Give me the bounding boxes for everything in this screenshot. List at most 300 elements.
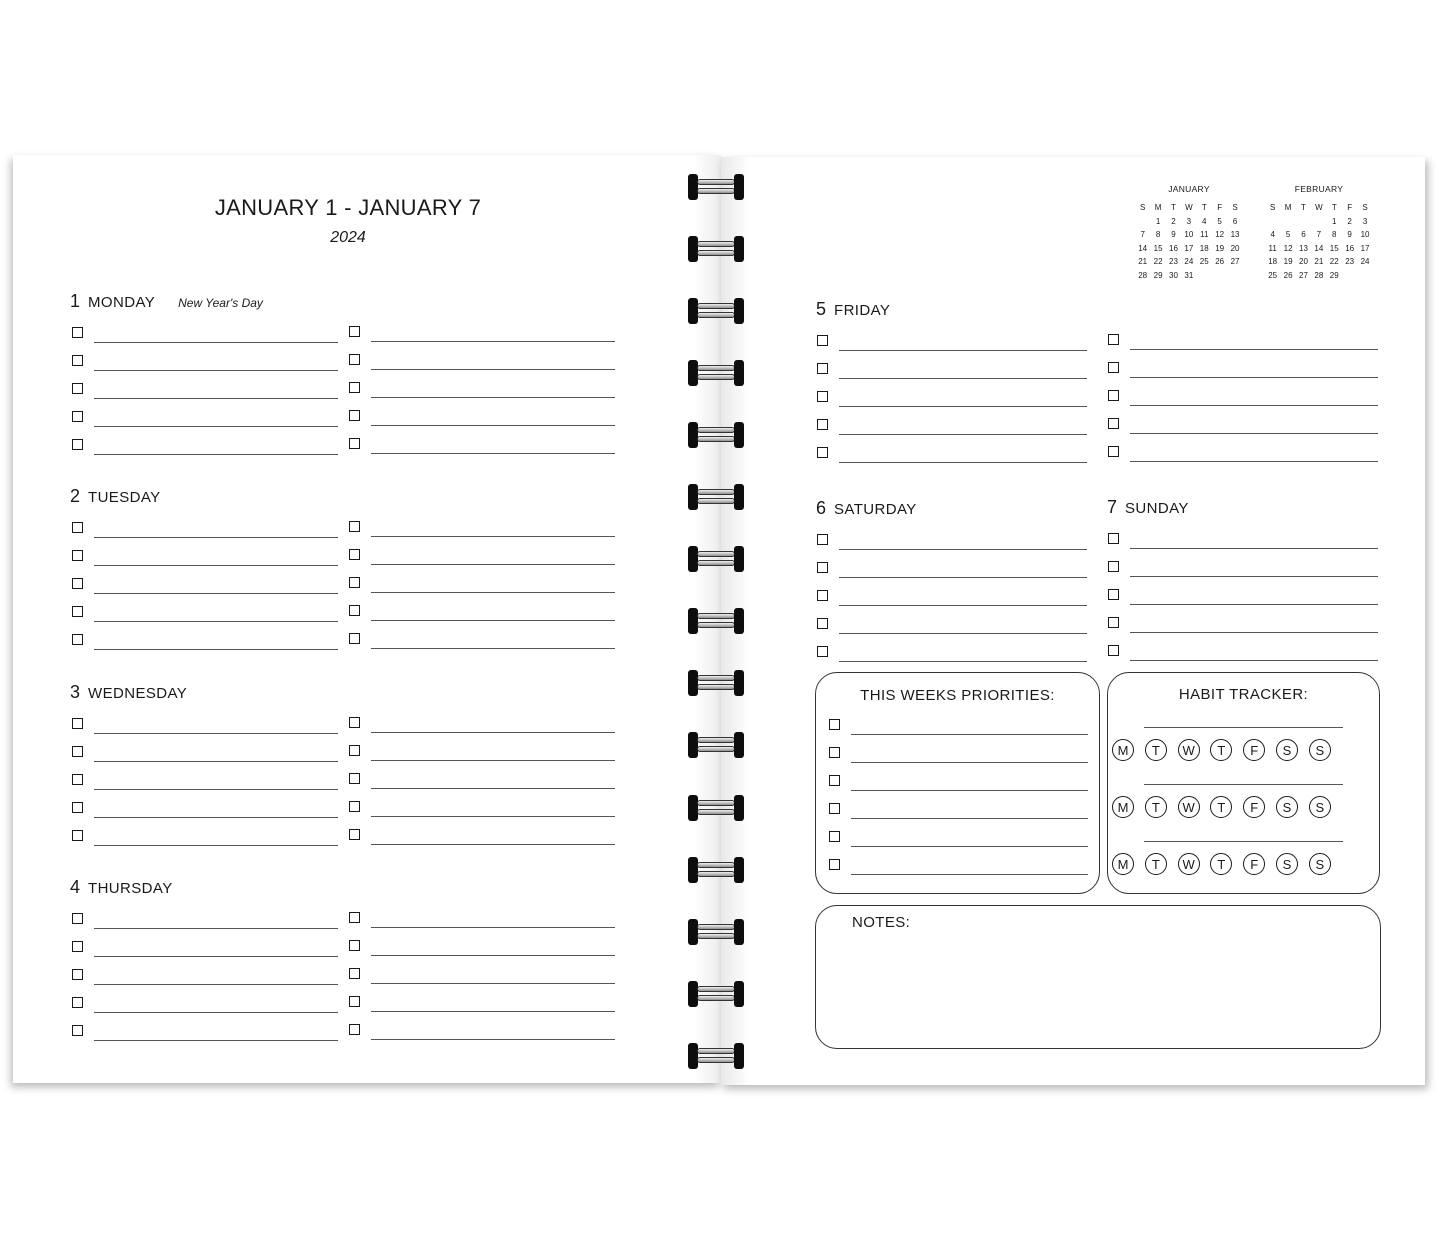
task-writing-line[interactable] bbox=[1130, 604, 1378, 605]
task-writing-line[interactable] bbox=[839, 406, 1087, 407]
task-writing-line[interactable] bbox=[94, 733, 338, 734]
mini-date-cell: 5 bbox=[1217, 216, 1222, 226]
task-writing-line[interactable] bbox=[94, 426, 338, 427]
task-checkbox[interactable] bbox=[829, 803, 840, 814]
task-writing-line[interactable] bbox=[851, 818, 1088, 819]
mini-date-cell: 16 bbox=[1345, 243, 1355, 253]
task-row bbox=[829, 764, 1088, 792]
day-header bbox=[816, 498, 917, 519]
mini-date-cell: 18 bbox=[1268, 257, 1278, 266]
task-writing-line[interactable] bbox=[1130, 548, 1378, 549]
task-checkbox[interactable] bbox=[829, 719, 840, 730]
task-checkbox[interactable] bbox=[817, 646, 828, 657]
task-writing-line[interactable] bbox=[1130, 405, 1378, 406]
habit-day-circle[interactable]: F bbox=[1243, 853, 1265, 875]
task-row bbox=[72, 511, 338, 539]
task-writing-line[interactable] bbox=[371, 788, 615, 789]
habit-day-circle[interactable]: T bbox=[1145, 853, 1167, 875]
task-writing-line[interactable] bbox=[1130, 632, 1378, 633]
habit-day-circle[interactable]: F bbox=[1243, 796, 1265, 818]
task-writing-line[interactable] bbox=[94, 621, 338, 622]
mini-calendar-grid bbox=[1135, 203, 1243, 281]
task-row bbox=[1108, 606, 1378, 634]
task-checkbox[interactable] bbox=[349, 354, 360, 365]
task-checkbox[interactable] bbox=[72, 355, 83, 366]
task-row bbox=[72, 958, 338, 986]
task-row bbox=[72, 567, 338, 595]
task-column bbox=[829, 708, 1088, 876]
task-checkbox[interactable] bbox=[1108, 533, 1119, 544]
task-checkbox[interactable] bbox=[349, 577, 360, 588]
mini-date-cell: 26 bbox=[1215, 257, 1225, 266]
task-checkbox[interactable] bbox=[349, 996, 360, 1007]
mini-date-cell: 14 bbox=[1138, 243, 1148, 253]
task-writing-line[interactable] bbox=[371, 369, 615, 370]
spiral-coil bbox=[688, 236, 744, 262]
mini-weekday-label: M bbox=[1154, 203, 1162, 212]
mini-date-cell: 22 bbox=[1153, 257, 1163, 266]
habit-day-circle[interactable]: S bbox=[1276, 853, 1298, 875]
task-writing-line[interactable] bbox=[371, 1011, 615, 1012]
spiral-coil bbox=[688, 298, 744, 324]
spiral-coil bbox=[688, 670, 744, 696]
coil-wire bbox=[697, 427, 735, 433]
coil-wire bbox=[697, 809, 735, 815]
task-row bbox=[349, 929, 615, 957]
task-writing-line[interactable] bbox=[94, 761, 338, 762]
task-writing-line[interactable] bbox=[839, 549, 1087, 550]
task-writing-line[interactable] bbox=[371, 648, 615, 649]
habit-day-circle[interactable]: M bbox=[1112, 796, 1134, 818]
task-checkbox[interactable] bbox=[349, 773, 360, 784]
task-row bbox=[817, 607, 1087, 635]
task-row bbox=[72, 344, 338, 372]
task-checkbox[interactable] bbox=[349, 801, 360, 812]
spiral-coil bbox=[688, 360, 744, 386]
coil-end bbox=[688, 174, 698, 200]
mini-weekday-label: W bbox=[1185, 203, 1193, 212]
mini-date-cell: 11 bbox=[1268, 243, 1277, 253]
task-checkbox[interactable] bbox=[829, 831, 840, 842]
coil-end bbox=[688, 670, 698, 696]
habit-name-line[interactable] bbox=[1144, 727, 1343, 728]
task-checkbox[interactable] bbox=[72, 383, 83, 394]
task-writing-line[interactable] bbox=[839, 350, 1087, 351]
task-checkbox[interactable] bbox=[72, 969, 83, 980]
task-writing-line[interactable] bbox=[94, 342, 338, 343]
task-checkbox[interactable] bbox=[349, 717, 360, 728]
task-writing-line[interactable] bbox=[851, 734, 1088, 735]
task-checkbox[interactable] bbox=[72, 411, 83, 422]
habit-day-circle[interactable]: M bbox=[1112, 853, 1134, 875]
task-column bbox=[349, 901, 615, 1041]
week-title: JANUARY 1 - JANUARY 7 bbox=[214, 195, 482, 220]
task-checkbox[interactable] bbox=[72, 578, 83, 589]
mini-date-cell: 4 bbox=[1270, 230, 1275, 239]
task-checkbox[interactable] bbox=[349, 326, 360, 337]
task-writing-line[interactable] bbox=[94, 649, 338, 650]
task-checkbox[interactable] bbox=[1108, 561, 1119, 572]
mini-date-cell: 24 bbox=[1184, 257, 1194, 266]
task-writing-line[interactable] bbox=[839, 633, 1087, 634]
coil-end bbox=[734, 919, 744, 945]
task-row bbox=[817, 352, 1087, 380]
task-writing-line[interactable] bbox=[1130, 349, 1378, 350]
task-writing-line[interactable] bbox=[371, 955, 615, 956]
mini-date-cell: 7 bbox=[1140, 230, 1145, 239]
task-checkbox[interactable] bbox=[817, 391, 828, 402]
task-row bbox=[349, 399, 615, 427]
habit-day-circle[interactable]: F bbox=[1243, 739, 1265, 761]
day-header bbox=[70, 486, 161, 507]
task-checkbox[interactable] bbox=[72, 1025, 83, 1036]
task-column bbox=[72, 902, 338, 1042]
coil-end bbox=[734, 608, 744, 634]
mini-calendar-month: FEBRUARY bbox=[1294, 184, 1344, 194]
task-writing-line[interactable] bbox=[371, 620, 615, 621]
task-writing-line[interactable] bbox=[839, 577, 1087, 578]
mini-date-cell bbox=[1342, 271, 1357, 282]
task-writing-line[interactable] bbox=[94, 370, 338, 371]
coil-end bbox=[688, 608, 698, 634]
task-writing-line[interactable] bbox=[839, 434, 1087, 435]
spiral-coil bbox=[688, 546, 744, 572]
coil-end bbox=[688, 795, 698, 821]
mini-date-cell bbox=[1296, 217, 1311, 228]
task-checkbox[interactable] bbox=[72, 634, 83, 645]
mini-date-cell: 13 bbox=[1230, 230, 1240, 239]
task-column bbox=[349, 706, 615, 846]
coil-end bbox=[688, 732, 698, 758]
task-writing-line[interactable] bbox=[371, 760, 615, 761]
mini-date-cell: 28 bbox=[1138, 270, 1148, 280]
mini-date-cell: 21 bbox=[1138, 257, 1148, 266]
mini-date-cell bbox=[1197, 271, 1212, 282]
coil-end bbox=[688, 422, 698, 448]
coil-wire bbox=[697, 986, 735, 992]
task-row bbox=[829, 848, 1088, 876]
mini-date-cell bbox=[1357, 271, 1372, 282]
task-column bbox=[817, 523, 1087, 663]
habit-day-row bbox=[1112, 853, 1342, 875]
task-column bbox=[349, 510, 615, 650]
coil-end bbox=[734, 981, 744, 1007]
task-checkbox[interactable] bbox=[72, 606, 83, 617]
spiral-coil bbox=[688, 174, 744, 200]
mini-weekday-label: M bbox=[1284, 203, 1292, 212]
task-writing-line[interactable] bbox=[94, 789, 338, 790]
task-checkbox[interactable] bbox=[1108, 390, 1119, 401]
mini-date-cell: 9 bbox=[1347, 230, 1352, 239]
task-writing-line[interactable] bbox=[839, 462, 1087, 463]
spiral-coil bbox=[688, 981, 744, 1007]
task-row bbox=[72, 707, 338, 735]
task-column bbox=[1108, 522, 1378, 662]
mini-date-cell: 1 bbox=[1155, 216, 1161, 226]
habit-day-circle[interactable]: T bbox=[1210, 739, 1232, 761]
coil-wire bbox=[697, 746, 735, 752]
task-checkbox[interactable] bbox=[72, 746, 83, 757]
task-writing-line[interactable] bbox=[371, 341, 615, 342]
task-row bbox=[349, 315, 615, 343]
task-row bbox=[817, 380, 1087, 408]
habit-day-circle[interactable]: S bbox=[1276, 739, 1298, 761]
habit-day-circle[interactable]: S bbox=[1309, 739, 1331, 761]
task-row bbox=[349, 594, 615, 622]
task-writing-line[interactable] bbox=[94, 956, 338, 957]
task-writing-line[interactable] bbox=[94, 1012, 338, 1013]
mini-date-cell: 25 bbox=[1199, 257, 1209, 266]
coil-wire bbox=[697, 188, 735, 194]
task-checkbox[interactable] bbox=[349, 438, 360, 449]
task-checkbox[interactable] bbox=[72, 774, 83, 785]
left-planner-page bbox=[13, 155, 721, 1083]
task-writing-line[interactable] bbox=[94, 817, 338, 818]
task-row bbox=[349, 706, 615, 734]
task-checkbox[interactable] bbox=[349, 940, 360, 951]
task-checkbox[interactable] bbox=[72, 718, 83, 729]
task-row bbox=[72, 623, 338, 651]
task-checkbox[interactable] bbox=[817, 335, 828, 346]
task-writing-line[interactable] bbox=[1130, 660, 1378, 661]
task-row bbox=[349, 901, 615, 929]
task-writing-line[interactable] bbox=[94, 1040, 338, 1041]
task-writing-line[interactable] bbox=[94, 984, 338, 985]
task-writing-line[interactable] bbox=[371, 425, 615, 426]
mini-weekday-label: T bbox=[1301, 203, 1306, 212]
habit-day-circle[interactable]: S bbox=[1309, 853, 1331, 875]
task-writing-line[interactable] bbox=[851, 790, 1088, 791]
task-row bbox=[829, 736, 1088, 764]
habit-day-circle[interactable]: W bbox=[1178, 739, 1200, 761]
coil-end bbox=[734, 1043, 744, 1069]
task-row bbox=[817, 436, 1087, 464]
mini-weekday-label: S bbox=[1140, 203, 1146, 212]
task-checkbox[interactable] bbox=[349, 521, 360, 532]
task-checkbox[interactable] bbox=[72, 997, 83, 1008]
task-checkbox[interactable] bbox=[817, 447, 828, 458]
task-writing-line[interactable] bbox=[371, 592, 615, 593]
task-row bbox=[1108, 435, 1378, 463]
habit-day-circle[interactable]: T bbox=[1210, 853, 1232, 875]
mini-date-cell: 18 bbox=[1199, 243, 1209, 253]
day-number: 4 bbox=[70, 877, 81, 897]
task-checkbox[interactable] bbox=[72, 802, 83, 813]
task-checkbox[interactable] bbox=[349, 745, 360, 756]
task-writing-line[interactable] bbox=[1130, 433, 1378, 434]
notes-box bbox=[815, 905, 1381, 1049]
coil-end bbox=[688, 546, 698, 572]
coil-end bbox=[734, 484, 744, 510]
task-writing-line[interactable] bbox=[371, 1039, 615, 1040]
task-row bbox=[1108, 351, 1378, 379]
task-writing-line[interactable] bbox=[94, 845, 338, 846]
habit-day-circle[interactable]: T bbox=[1145, 796, 1167, 818]
task-checkbox[interactable] bbox=[829, 775, 840, 786]
task-writing-line[interactable] bbox=[371, 453, 615, 454]
habit-name-line[interactable] bbox=[1144, 784, 1343, 785]
habit-day-circle[interactable]: T bbox=[1210, 796, 1232, 818]
task-checkbox[interactable] bbox=[817, 618, 828, 629]
task-writing-line[interactable] bbox=[1130, 377, 1378, 378]
task-checkbox[interactable] bbox=[72, 913, 83, 924]
task-writing-line[interactable] bbox=[371, 397, 615, 398]
task-checkbox[interactable] bbox=[829, 747, 840, 758]
spiral-coil bbox=[688, 484, 744, 510]
task-checkbox[interactable] bbox=[349, 410, 360, 421]
task-checkbox[interactable] bbox=[72, 550, 83, 561]
mini-weekday-label: S bbox=[1232, 203, 1238, 212]
task-row bbox=[72, 372, 338, 400]
task-writing-line[interactable] bbox=[94, 593, 338, 594]
mini-date-cell: 15 bbox=[1329, 243, 1339, 253]
coil-wire bbox=[697, 312, 735, 318]
task-checkbox[interactable] bbox=[817, 562, 828, 573]
day-name: TUESDAY bbox=[88, 489, 161, 506]
mini-date-cell bbox=[1311, 217, 1326, 228]
task-checkbox[interactable] bbox=[349, 1024, 360, 1035]
coil-end bbox=[734, 795, 744, 821]
task-checkbox[interactable] bbox=[349, 382, 360, 393]
task-row bbox=[72, 428, 338, 456]
task-checkbox[interactable] bbox=[817, 534, 828, 545]
task-checkbox[interactable] bbox=[1108, 418, 1119, 429]
task-checkbox[interactable] bbox=[1108, 617, 1119, 628]
mini-date-cell: 2 bbox=[1171, 216, 1176, 226]
spiral-coil bbox=[688, 422, 744, 448]
task-writing-line[interactable] bbox=[839, 378, 1087, 379]
mini-calendar-grid bbox=[1265, 203, 1373, 281]
task-writing-line[interactable] bbox=[1130, 461, 1378, 462]
task-row bbox=[349, 510, 615, 538]
mini-date-cell: 12 bbox=[1215, 230, 1225, 239]
task-row bbox=[829, 708, 1088, 736]
task-row bbox=[72, 735, 338, 763]
coil-wire bbox=[697, 622, 735, 628]
task-writing-line[interactable] bbox=[371, 816, 615, 817]
coil-end bbox=[688, 298, 698, 324]
task-writing-line[interactable] bbox=[851, 874, 1088, 875]
task-writing-line[interactable] bbox=[94, 565, 338, 566]
task-checkbox[interactable] bbox=[1108, 334, 1119, 345]
coil-end bbox=[734, 236, 744, 262]
task-writing-line[interactable] bbox=[94, 398, 338, 399]
coil-wire bbox=[697, 436, 735, 442]
task-row bbox=[1108, 522, 1378, 550]
coil-end bbox=[688, 857, 698, 883]
coil-end bbox=[734, 546, 744, 572]
task-writing-line[interactable] bbox=[371, 844, 615, 845]
task-writing-line[interactable] bbox=[1130, 576, 1378, 577]
task-row bbox=[72, 539, 338, 567]
spiral-coil bbox=[688, 732, 744, 758]
habit-day-circle[interactable]: S bbox=[1309, 796, 1331, 818]
coil-wire bbox=[697, 250, 735, 256]
mini-date-cell: 9 bbox=[1171, 230, 1176, 239]
habit-tracker-box bbox=[1107, 672, 1380, 894]
task-row bbox=[349, 734, 615, 762]
coil-wire bbox=[697, 995, 735, 1001]
task-writing-line[interactable] bbox=[839, 661, 1087, 662]
task-row bbox=[817, 324, 1087, 352]
habit-day-circle[interactable]: W bbox=[1178, 796, 1200, 818]
task-writing-line[interactable] bbox=[371, 983, 615, 984]
task-checkbox[interactable] bbox=[817, 590, 828, 601]
task-checkbox[interactable] bbox=[72, 327, 83, 338]
task-checkbox[interactable] bbox=[72, 830, 83, 841]
task-checkbox[interactable] bbox=[349, 829, 360, 840]
mini-date-cell: 12 bbox=[1283, 243, 1293, 253]
mini-date-cell: 20 bbox=[1230, 243, 1240, 253]
habit-day-circle[interactable]: W bbox=[1178, 853, 1200, 875]
task-writing-line[interactable] bbox=[371, 927, 615, 928]
priorities-title: THIS WEEKS PRIORITIES: bbox=[860, 687, 1055, 704]
task-checkbox[interactable] bbox=[1108, 589, 1119, 600]
task-writing-line[interactable] bbox=[371, 564, 615, 565]
task-row bbox=[817, 635, 1087, 663]
habit-name-line[interactable] bbox=[1144, 841, 1343, 842]
mini-date-cell: 28 bbox=[1314, 270, 1324, 280]
task-writing-line[interactable] bbox=[851, 762, 1088, 763]
task-checkbox[interactable] bbox=[1108, 446, 1119, 457]
coil-wire bbox=[697, 684, 735, 690]
coil-wire bbox=[697, 613, 735, 619]
task-writing-line[interactable] bbox=[94, 928, 338, 929]
task-checkbox[interactable] bbox=[817, 419, 828, 430]
task-row bbox=[72, 902, 338, 930]
task-checkbox[interactable] bbox=[349, 633, 360, 644]
task-row bbox=[817, 551, 1087, 579]
habit-day-circle[interactable]: M bbox=[1112, 739, 1134, 761]
task-writing-line[interactable] bbox=[94, 537, 338, 538]
task-checkbox[interactable] bbox=[349, 605, 360, 616]
coil-end bbox=[734, 857, 744, 883]
task-row bbox=[72, 986, 338, 1014]
priorities-box bbox=[815, 672, 1100, 894]
task-row bbox=[1108, 379, 1378, 407]
task-writing-line[interactable] bbox=[839, 605, 1087, 606]
task-checkbox[interactable] bbox=[829, 859, 840, 870]
coil-wire bbox=[697, 933, 735, 939]
task-writing-line[interactable] bbox=[851, 846, 1088, 847]
coil-wire bbox=[697, 1048, 735, 1054]
task-checkbox[interactable] bbox=[72, 439, 83, 450]
task-checkbox[interactable] bbox=[349, 549, 360, 560]
task-row bbox=[349, 427, 615, 455]
spiral-coil bbox=[688, 1043, 744, 1069]
task-checkbox[interactable] bbox=[817, 363, 828, 374]
task-checkbox[interactable] bbox=[1108, 362, 1119, 373]
task-checkbox[interactable] bbox=[349, 912, 360, 923]
task-checkbox[interactable] bbox=[349, 968, 360, 979]
task-row bbox=[817, 579, 1087, 607]
mini-date-cell: 4 bbox=[1202, 216, 1207, 226]
task-writing-line[interactable] bbox=[371, 536, 615, 537]
habit-tracker-title: HABIT TRACKER: bbox=[1178, 686, 1309, 703]
task-writing-line[interactable] bbox=[371, 732, 615, 733]
mini-weekday-label: F bbox=[1347, 203, 1353, 212]
coil-end bbox=[734, 360, 744, 386]
coil-end bbox=[734, 298, 744, 324]
habit-day-circle[interactable]: T bbox=[1145, 739, 1167, 761]
task-row bbox=[349, 622, 615, 650]
habit-day-circle[interactable]: S bbox=[1276, 796, 1298, 818]
task-writing-line[interactable] bbox=[94, 454, 338, 455]
mini-calendar bbox=[1265, 184, 1373, 281]
task-checkbox[interactable] bbox=[72, 941, 83, 952]
task-checkbox[interactable] bbox=[1108, 645, 1119, 656]
task-checkbox[interactable] bbox=[72, 522, 83, 533]
